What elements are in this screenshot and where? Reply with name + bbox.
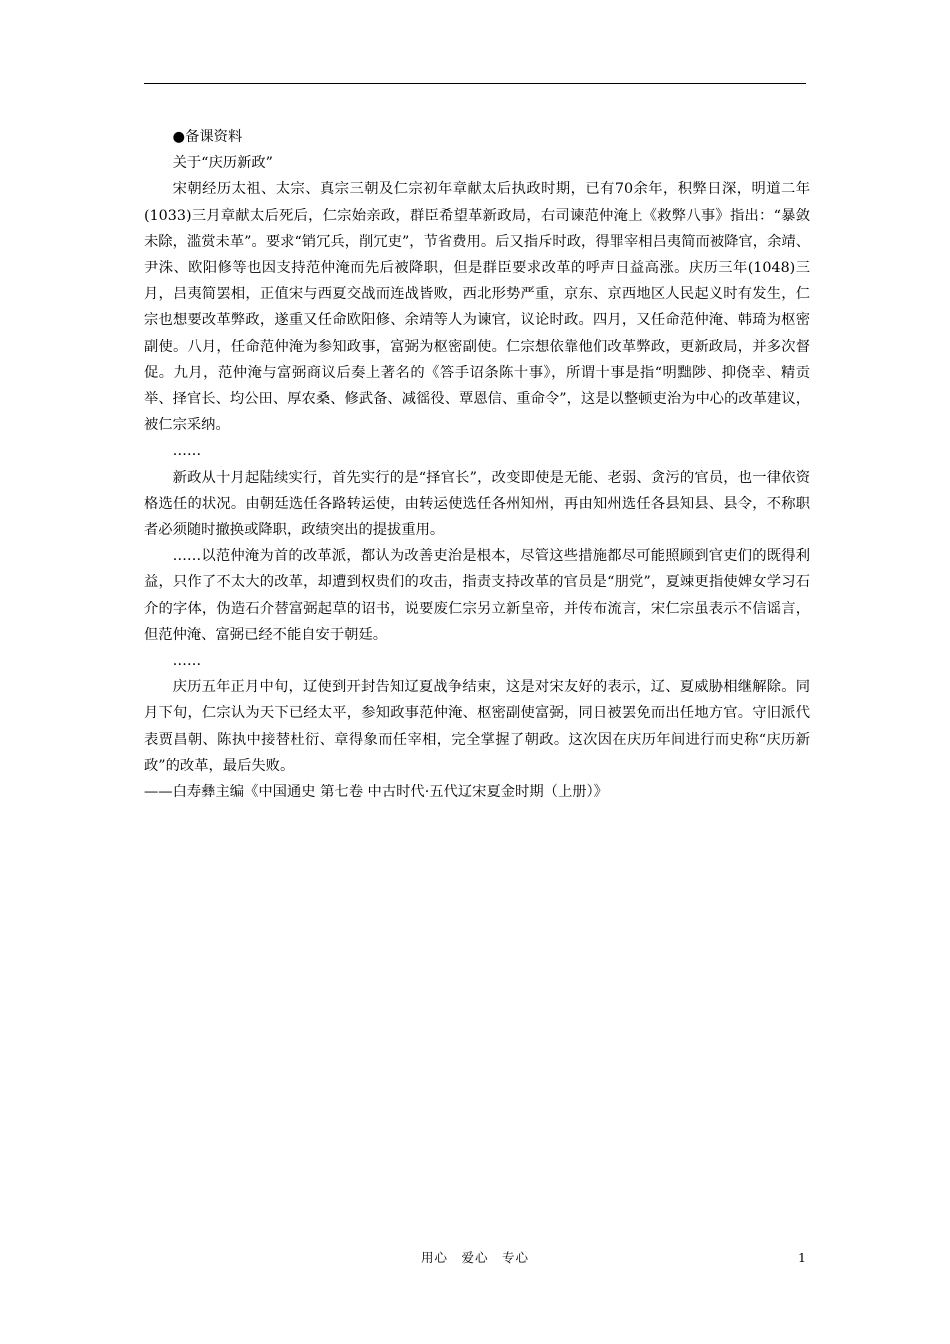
document-body [144, 124, 810, 805]
ellipsis-2: …… [172, 653, 202, 670]
ellipsis-1: …… [172, 443, 202, 460]
header-rule [144, 83, 806, 84]
paragraph-4: 庆历五年正月中旬，辽使到开封告知辽夏战争结束，这是对宋友好的表示，辽、夏威胁相继解除。同月下旬，仁宗认为天下已经太平，参知政事范仲淹、枢密副使富弼，同日被罢免而出任地方官。守旧派代表贾昌朝、陈执中接替杜衍、章得象而任宰相，完全掌握了朝政。这次因在庆历年间进行而史称“庆历新政”的改革，最后失败。 [144, 679, 810, 774]
source-citation: ——白寿彝主编《中国通史 第七卷 中古时代·五代辽宋夏金时期（上册）》 [144, 784, 608, 801]
paragraph-1: 宋朝经历太祖、太宗、真宗三朝及仁宗初年章献太后执政时期，已有70余年，积弊日深，明道二年(1033)三月章献太后死后，仁宗始亲政，群臣希望革新政局，右司谏范仲淹上《救弊八事》指出：“暴敛未除，滥赏未革”。要求“销冗兵，削冗吏”，节省费用。后又指斥时政，得罪宰相吕夷简而被降官，余靖、尹洙、欧阳修等也因支持范仲淹而先后被降职，但是群臣要求改革的呼声日益高涨。庆历三年(1048)三月，吕夷简罢相，正值宋与西夏交战而连战皆败，西北形势严重，京东、京西地区人民起义时有发生，仁宗也想要改革弊政，遂重又任命欧阳修、余靖等人为谏官，议论时政。四月，又任命范仲淹、韩琦为枢密副使。八月，任命范仲淹为参知政事，富弼为枢密副使。仁宗想依靠他们改革弊政，更新政局，并多次督促。九月，范仲淹与富弼商议后奏上著名的《答手诏条陈十事》，所谓十事是指“明黜陟、抑侥幸、精贡举、择官长、均公田、厚农桑、修武备、减徭役、覃恩信、重命令”，这是以整顿吏治为中心的改革建议，被仁宗采纳。 [144, 181, 810, 434]
footer-motto: 用心 爱心 专心 [420, 1250, 529, 1265]
article-title: 关于“庆历新政” [172, 155, 273, 172]
section-heading: ●备课资料 [172, 129, 243, 145]
paragraph-3: ……以范仲淹为首的改革派，都认为改善吏治是根本，尽管这些措施都尽可能照顾到官吏们的既得利益，只作了不太大的改革，却遭到权贵们的攻击，指责支持改革的官员是“朋党”，夏竦更指使婢女学习石介的字体，伪造石介替富弼起草的诏书，说要废仁宗另立新皇帝，并传布流言，宋仁宗虽表示不信谣言，但范仲淹、富弼已经不能自安于朝廷。 [144, 548, 810, 643]
paragraph-2: 新政从十月起陆续实行，首先实行的是“择官长”，改变即使是无能、老弱、贪污的官员，也一律依资格选任的状况。由朝廷选任各路转运使，由转运使选任各州知州，再由知州选任各县知县、县令，不称职者必须随时撤换或降职，政绩突出的提拔重用。 [144, 469, 810, 539]
page-number: 1 [798, 1250, 806, 1265]
